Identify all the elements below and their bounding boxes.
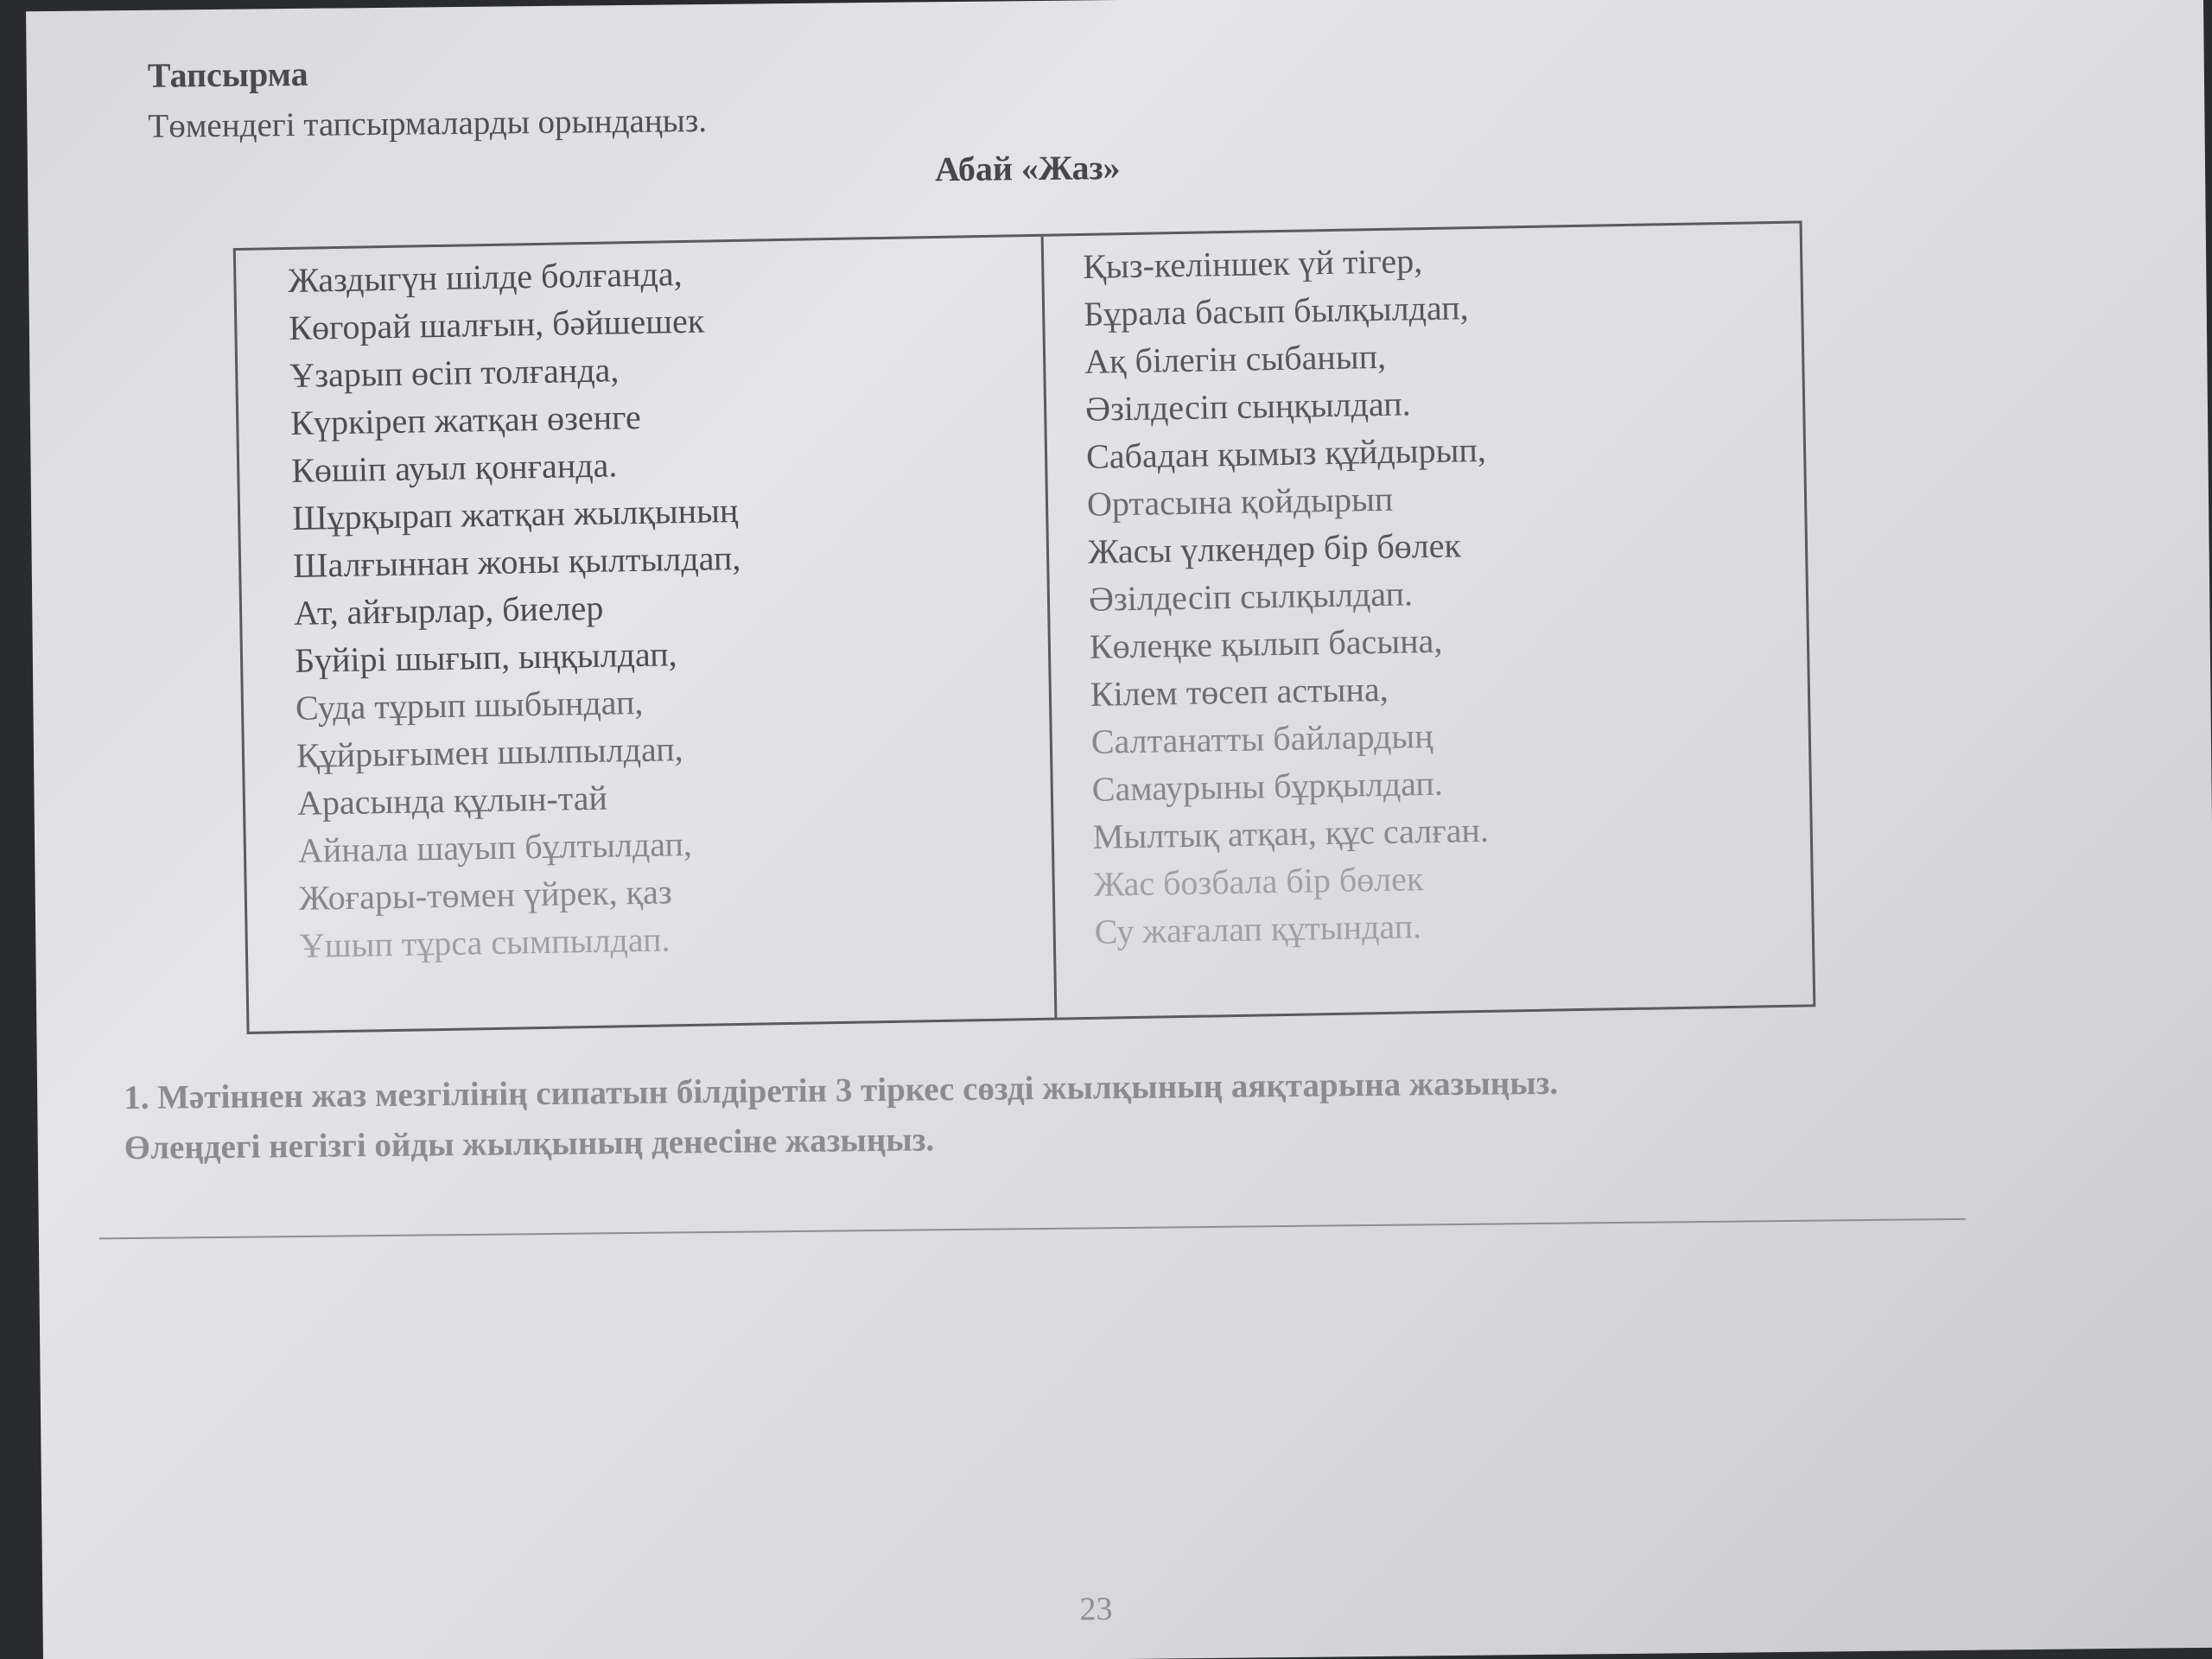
poem-line: Арасында құлын-тай	[296, 778, 608, 823]
poem-line: Көгорай шалғын, бәйшешек	[288, 301, 705, 347]
poem-column-left	[288, 249, 747, 969]
column-divider	[1041, 237, 1058, 1018]
poem-line: Айнала шауып бұлтылдап,	[297, 823, 693, 870]
poem-line: Су жағалап құтындап.	[1094, 906, 1422, 951]
poem-line: Ұшып тұрса сымпылдап.	[299, 919, 671, 965]
poem-line: Ат, айғырлар, биелер	[293, 588, 604, 632]
poem-line: Әзілдесіп сылқылдап.	[1088, 574, 1414, 619]
poem-line: Құйрығымен шылпылдап,	[296, 729, 683, 775]
poem-line: Көшіп ауыл қонғанда.	[290, 445, 618, 490]
poem-line: Кілем төсеп астына,	[1090, 669, 1389, 714]
page-number: 23	[1079, 1591, 1113, 1628]
poem-line: Мылтық атқан, құс салған.	[1092, 810, 1490, 856]
poem-table	[233, 220, 1816, 1034]
poem-line: Самаурыны бұрқылдап.	[1091, 763, 1444, 809]
poem-line: Ақ білегін сыбанып,	[1084, 336, 1387, 381]
answer-line	[99, 1218, 1966, 1240]
poem-line: Шалғыннан жоны қылтылдап,	[292, 537, 741, 585]
poem-line: Суда тұрып шыбындап,	[295, 682, 644, 728]
poem-line: Жоғары-төмен үйрек, қаз	[298, 872, 672, 918]
poem-line: Ортасына қойдырып	[1086, 479, 1394, 524]
poem-line: Әзілдесіп сыңқылдап.	[1084, 384, 1411, 429]
poem-line: Бүйірі шығып, ыңқылдап,	[294, 634, 677, 680]
poem-column-right	[1083, 236, 1495, 956]
poem-line: Жас бозбала бір бөлек	[1093, 859, 1424, 904]
worksheet-page	[26, 0, 2212, 1659]
poem-line: Сабадан қымыз құйдырып,	[1085, 429, 1487, 476]
poem-line: Шұрқырап жатқан жылқының	[291, 490, 739, 537]
task-line: Өлеңдегі негізгі ойды жылқының денесіне жазыңыз.	[124, 1121, 935, 1167]
poem-line: Қыз-келіншек үй тігер,	[1082, 241, 1423, 286]
poem-line: Жаздыгүн шілде болғанда,	[288, 254, 683, 300]
instruction-text: Төмендегі тапсырмаларды орындаңыз.	[148, 102, 708, 145]
poem-line: Күркіреп жатқан өзенге	[289, 397, 642, 442]
task-text	[124, 1058, 1559, 1173]
poem-line: Салтанатты байлардың	[1090, 715, 1433, 761]
task-line: 1. Мәтіннен жаз мезгілінің сипатын білдіретін 3 тіркес сөзді жылқының аяқтарына жазыңыз.	[123, 1064, 1559, 1117]
poem-line: Көлеңке қылып басына,	[1089, 620, 1443, 666]
poem-line: Жасы үлкендер бір бөлек	[1087, 525, 1462, 571]
page-heading: Тапсырма	[147, 54, 308, 95]
poem-line: Бұрала басып былқылдап,	[1083, 288, 1469, 334]
poem-title: Абай «Жаз»	[934, 147, 1121, 189]
poem-line: Ұзарып өсіп толғанда,	[289, 350, 620, 395]
